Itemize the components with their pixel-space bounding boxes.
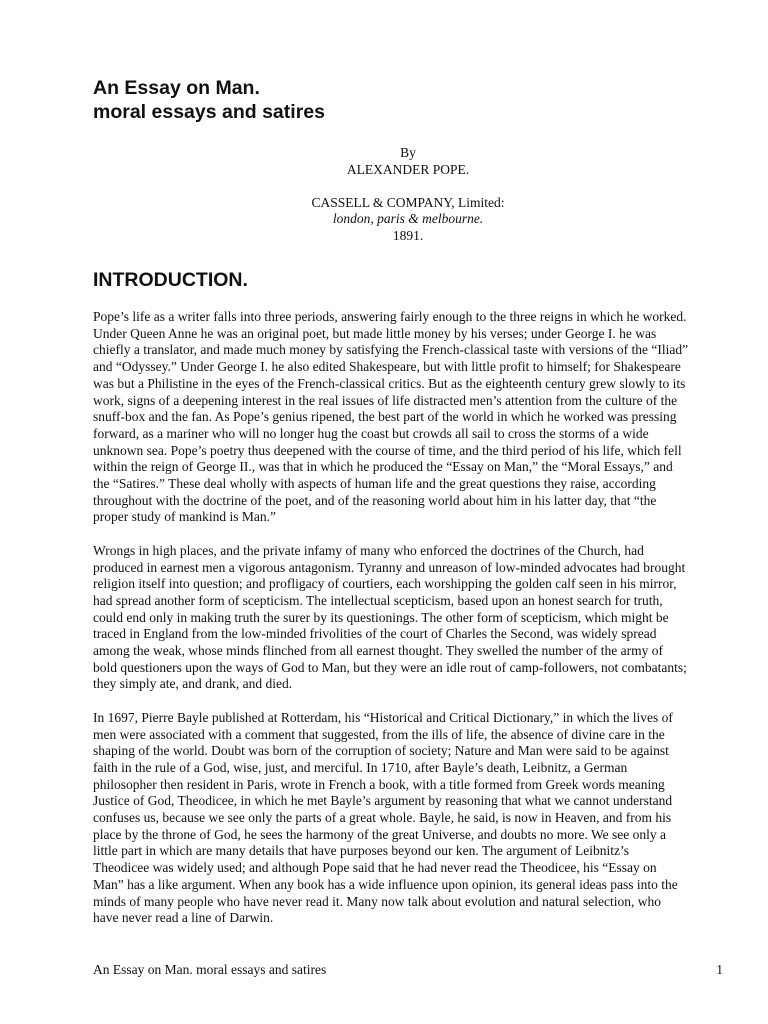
section-heading: INTRODUCTION.	[93, 269, 248, 291]
text-line: little part in which are many details that have purposes beyond our ken. The argument of Leibnitz’s	[93, 843, 629, 859]
title-line-1: An Essay on Man.	[93, 77, 260, 99]
text-line: chiefly a translator, and made much money by satisfying the French-classical taste with versions of the “Iliad”	[93, 342, 689, 358]
publisher-cities: london, paris & melbourne.	[332, 211, 484, 226]
spacer	[93, 178, 723, 195]
text-line: religion itself into question; and profligacy of courtiers, each worshipping the golden calf seen in his mirror,	[93, 576, 677, 592]
text-line: was but a Philistine in the eyes of the French-classical critics. But as the eighteenth century grew slowly to its	[93, 375, 686, 391]
body-paragraph	[93, 710, 733, 927]
text-line: In 1697, Pierre Bayle published at Rotterdam, his “Historical and Critical Dictionary,” in which the lives of	[93, 709, 673, 725]
text-line: the “Satires.” These deal wholly with aspects of human life and the great questions they raise, according	[93, 476, 656, 492]
body-paragraph	[93, 309, 733, 526]
text-line: philosopher then resident in Paris, wrote in French a book, with a title formed from Greek words meaning	[93, 776, 665, 792]
title-line-2: moral essays and satires	[93, 101, 325, 123]
document-title	[93, 76, 325, 124]
text-line: Wrongs in high places, and the private infamy of many who enforced the doctrines of the Church, had	[93, 542, 644, 558]
text-line: and “Odyssey.” Under George I. he also edited Shakespeare, but with little profit to himself; for Shakespeare	[93, 359, 681, 375]
text-line: Pope’s life as a writer falls into three periods, answering fairly enough to the three reigns in which he worked.	[93, 309, 687, 324]
running-title: An Essay on Man. moral essays and satires	[93, 962, 327, 977]
text-line: shaping of the world. Doubt was born of the corruption of society; Nature and Man were said to be against	[93, 743, 669, 759]
publication-year: 1891.	[392, 227, 424, 243]
text-line: traced in England from the low-minded frivolities of the court of Charles the Second, was widely spread	[93, 626, 657, 642]
text-line: within the reign of George II., was that in which he produced the “Essay on Man,” the “Moral Essays,” and	[93, 459, 673, 475]
publisher-name: CASSELL & COMPANY, Limited:	[311, 194, 505, 210]
text-line: work, signs of a deepening interest in the real issues of life distracted men’s attention from the culture of the	[93, 392, 678, 408]
text-line: snuff-box and the fan. As Pope’s genius ripened, the best part of the world in which he worked was pressing	[93, 409, 677, 425]
body-paragraph	[93, 543, 733, 693]
text-line: men were associated with a comment that suggested, from the ills of life, the absence of divine care in the	[93, 726, 665, 742]
text-line: faith in the rule of a God, wise, just, and merciful. In 1710, after Bayle’s death, Leibnitz, a German	[93, 759, 628, 775]
text-line: proper study of mankind is Man.”	[93, 509, 276, 525]
text-line: could end only in making truth the surer by its questionings. The other form of scepticism, which might be	[93, 609, 669, 625]
text-line: they simply ate, and drank, and died.	[93, 676, 293, 692]
title-page-block	[93, 145, 723, 244]
author-name: ALEXANDER POPE.	[346, 161, 470, 177]
text-line: produced in earnest men a vigorous antagonism. Tyranny and unreason of low-minded advocates had brought	[93, 559, 686, 575]
byline-by: By	[400, 145, 416, 160]
text-line: Man” has a like argument. When any book has a wide influence upon opinion, its general ideas pass into the	[93, 876, 678, 892]
text-line: place by the throne of God, he sees the harmony of the great Universe, and doubts no more. We see only a	[93, 826, 666, 842]
text-line: forward, as a mariner who will no longer hug the coast but crowds all sail to cross the storms of a wide	[93, 425, 649, 441]
text-line: had spread another form of scepticism. The intellectual scepticism, based upon an honest search for truth,	[93, 592, 663, 608]
text-line: Justice of God, Theodicee, in which he met Bayle’s argument by reasoning that what we cannot understand	[93, 793, 673, 809]
text-line: Theodicee was widely used; and although Pope said that he had never read the Theodicee, his “Essay on	[93, 860, 657, 876]
page-number: 1	[716, 962, 723, 977]
body-text	[93, 309, 733, 944]
text-line: have never read a line of Darwin.	[93, 910, 274, 926]
text-line: throughout with the doctrine of the poet, and of the reasoning world about him in his latter day, that “the	[93, 492, 657, 508]
text-line: Under Queen Anne he was an original poet, but made little money by his verses; under George I. he was	[93, 325, 657, 341]
text-line: bold questioners upon the ways of God to Man, but they were an idle rout of camp-followers, not combatants;	[93, 659, 687, 675]
text-line: among the weak, whose minds flinched from all earnest thought. They swelled the number of the army of	[93, 643, 663, 659]
text-line: confuses us, because we see only the parts of a great whole. Bayle, he said, is now in Heaven, and from his	[93, 810, 672, 826]
text-line: minds of many people who have never read it. Many now talk about evolution and natural selection, who	[93, 893, 661, 909]
text-line: unknown sea. Pope’s poetry thus deepened with the course of time, and the third period of his life, which fell	[93, 442, 682, 458]
